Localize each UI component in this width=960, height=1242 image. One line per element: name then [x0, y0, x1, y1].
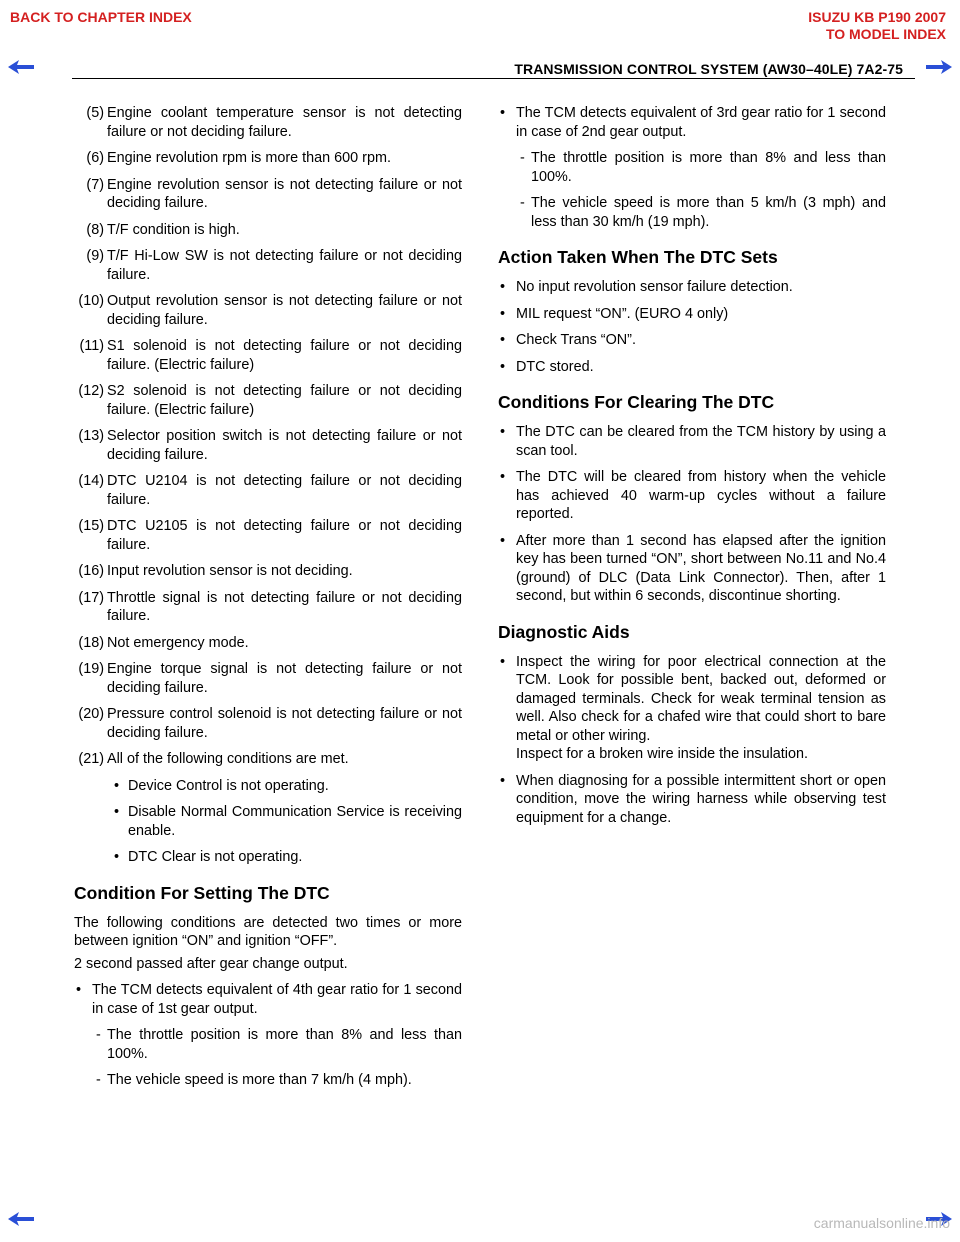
clearing-dtc-heading: Conditions For Clearing The DTC — [498, 392, 775, 412]
item-number: (15) — [78, 518, 104, 534]
continued-dash-list — [498, 149, 886, 231]
numbered-item — [74, 589, 462, 626]
numbered-conditions-list — [74, 104, 462, 769]
numbered-item — [74, 427, 462, 464]
dash-marker: - — [96, 1027, 101, 1043]
item-text: S2 solenoid is not detecting failure or not deciding failure. (Electric failure) — [107, 383, 462, 418]
item-number: (21) — [78, 751, 104, 767]
setting-dtc-heading: Condition For Setting The DTC — [74, 882, 330, 903]
item-number: (13) — [78, 428, 104, 444]
setting-paragraph-2: 2 second passed after gear change output. — [74, 955, 348, 972]
aids-bullet-1-second-line: Inspect for a broken wire inside the insulation. — [516, 746, 808, 762]
dash-item-text: The vehicle speed is more than 7 km/h (4 mph). — [107, 1072, 412, 1088]
clearing-bullet-list — [498, 423, 886, 606]
action-taken-heading: Action Taken When The DTC Sets — [498, 247, 778, 267]
dash-item — [498, 149, 886, 186]
dash-marker: - — [520, 150, 525, 166]
numbered-item — [74, 337, 462, 374]
clearing-bullet-item — [498, 532, 886, 606]
item-text: All of the following conditions are met. — [107, 751, 349, 767]
item-number: (5) — [86, 105, 104, 121]
watermark: carmanualsonline.info — [813, 1215, 950, 1231]
setting-paragraph-1: The following conditions are detected two times or more between ignition “ON” and ignition “OFF”. — [74, 914, 462, 949]
numbered-item — [74, 660, 462, 697]
item-text: Engine revolution sensor is not detecting failure or not deciding failure. — [107, 176, 462, 211]
sub-bullet-item — [74, 848, 462, 867]
bullet-marker: • — [500, 424, 506, 440]
numbered-item — [74, 221, 462, 240]
item-text: Input revolution sensor is not deciding. — [107, 563, 353, 579]
dash-item-text: The vehicle speed is more than 5 km/h (3 mph) and less than 30 km/h (19 mph). — [531, 195, 886, 230]
setting-dash-list — [74, 1026, 462, 1090]
item-text: T/F Hi-Low SW is not detecting failure or not deciding failure. — [107, 248, 462, 283]
item-text: Engine torque signal is not detecting failure or not deciding failure. — [107, 661, 462, 696]
action-bullet-item — [498, 305, 886, 324]
numbered-item — [74, 176, 462, 213]
item-number: (18) — [78, 634, 104, 651]
aids-bullet-2-text: When diagnosing for a possible intermittent short or open condition, move the wiring harness while observing test equipment for a change. — [516, 772, 886, 826]
sub-bullet-item-text: Disable Normal Communication Service is receiving enable. — [128, 804, 462, 839]
setting-bullet — [74, 981, 462, 1018]
item-number: (12) — [78, 383, 104, 399]
item-text: DTC U2105 is not detecting failure or not deciding failure. — [107, 518, 462, 553]
model-title-link[interactable]: ISUZU KB P190 2007 — [808, 9, 946, 25]
action-bullet-list — [498, 278, 886, 376]
numbered-item — [74, 705, 462, 742]
aids-bullet-1-text: Inspect the wiring for poor electrical connection at the TCM. Look for possible bent, backed out, deformed or damaged terminals. Check for weak terminal tension as well. Also check for a chafed wire that could short to bare metal or other wiring. — [516, 653, 886, 744]
action-bullet-item-text: DTC stored. — [516, 358, 594, 375]
sub-bullet-item-text: DTC Clear is not operating. — [128, 849, 303, 865]
numbered-item — [74, 247, 462, 284]
numbered-item — [74, 634, 462, 653]
numbered-item — [74, 750, 462, 769]
item-number: (11) — [79, 338, 104, 354]
continued-bullet-text: The TCM detects equivalent of 3rd gear ratio for 1 second in case of 2nd gear output. — [516, 105, 886, 140]
numbered-item — [74, 104, 462, 141]
numbered-item — [74, 472, 462, 509]
numbered-item — [74, 562, 462, 581]
item-text: Pressure control solenoid is not detecting failure or not deciding failure. — [107, 706, 462, 741]
bullet-marker: • — [500, 469, 506, 485]
model-links — [808, 9, 946, 43]
item-number: (14) — [78, 473, 104, 489]
item-text: Throttle signal is not detecting failure or not deciding failure. — [107, 589, 462, 624]
numbered-item — [74, 292, 462, 329]
to-model-index-link[interactable]: TO MODEL INDEX — [825, 26, 946, 42]
dash-item-text: The throttle position is more than 8% and less than 100%. — [107, 1027, 462, 1062]
item-text: DTC U2104 is not detecting failure or not deciding failure. — [107, 473, 462, 508]
item-number: (17) — [78, 589, 104, 606]
item-number: (7) — [86, 176, 104, 193]
dash-marker: - — [520, 195, 525, 211]
dash-item — [498, 194, 886, 231]
bullet-marker: • — [76, 982, 82, 998]
dash-item-text: The throttle position is more than 8% and less than 100%. — [531, 150, 886, 185]
sub-bullet-item — [74, 803, 462, 840]
aids-bullet-2 — [498, 772, 886, 828]
setting-bullet-text: The TCM detects equivalent of 4th gear ratio for 1 second in case of 1st gear output. — [92, 982, 462, 1017]
sub-bullet-item-text: Device Control is not operating. — [128, 777, 329, 794]
bullet-marker: • — [500, 105, 506, 121]
diagnostic-aids-heading: Diagnostic Aids — [498, 621, 630, 642]
numbered-item — [74, 382, 462, 419]
item-number: (6) — [86, 150, 104, 166]
item-text: S1 solenoid is not detecting failure or not deciding failure. (Electric failure) — [107, 338, 462, 373]
item-number: (9) — [86, 248, 104, 264]
right-column — [498, 104, 886, 835]
clearing-bullet-item — [498, 423, 886, 460]
item-text: Not emergency mode. — [107, 634, 249, 651]
aids-bullet-1 — [498, 653, 886, 764]
sub-bullet-item — [74, 777, 462, 796]
bullet-marker: • — [500, 532, 506, 549]
item-number: (16) — [78, 563, 104, 579]
action-bullet-item — [498, 331, 886, 350]
clearing-bullet-item — [498, 468, 886, 524]
item-text: Engine revolution rpm is more than 600 rpm. — [107, 150, 391, 166]
bullet-marker: • — [500, 305, 506, 322]
page-header-title: TRANSMISSION CONTROL SYSTEM (AW30–40LE) 7A2-75 — [514, 61, 903, 77]
back-to-chapter-index-link[interactable]: BACK TO CHAPTER INDEX — [10, 9, 192, 25]
bullet-marker: • — [114, 849, 120, 865]
clearing-bullet-item-text: The DTC can be cleared from the TCM history by using a scan tool. — [516, 424, 886, 459]
previous-page-arrow-icon[interactable] — [8, 60, 34, 74]
dash-item — [74, 1026, 462, 1063]
bullet-marker: • — [500, 653, 506, 670]
item-number: (10) — [78, 293, 104, 309]
bullet-marker: • — [114, 777, 120, 794]
action-bullet-item-text: No input revolution sensor failure detection. — [516, 279, 793, 295]
action-bullet-item-text: Check Trans “ON”. — [516, 332, 636, 348]
next-page-arrow-icon[interactable] — [926, 60, 952, 74]
numbered-item — [74, 149, 462, 168]
clearing-bullet-item-text: The DTC will be cleared from history when the vehicle has achieved 40 warm-up cycles without a failure reported. — [516, 469, 886, 522]
dash-marker: - — [96, 1072, 101, 1088]
header-divider — [72, 78, 915, 79]
dash-item — [74, 1071, 462, 1090]
item-number: (20) — [78, 706, 104, 722]
bullet-marker: • — [500, 772, 506, 789]
numbered-item — [74, 517, 462, 554]
item-text: Selector position switch is not detecting failure or not deciding failure. — [107, 428, 462, 463]
action-bullet-item — [498, 358, 886, 377]
bullet-marker: • — [500, 358, 506, 375]
sub-bullet-list — [74, 777, 462, 867]
item-text: T/F condition is high. — [107, 221, 240, 238]
continued-bullet — [498, 104, 886, 141]
item-number: (8) — [86, 221, 104, 238]
item-text: Engine coolant temperature sensor is not detecting failure or not deciding failure. — [107, 105, 462, 140]
bullet-marker: • — [114, 804, 120, 820]
left-column — [74, 104, 462, 1098]
previous-page-bottom-arrow-icon[interactable] — [8, 1212, 34, 1226]
bullet-marker: • — [500, 332, 506, 348]
action-bullet-item — [498, 278, 886, 297]
item-number: (19) — [78, 661, 104, 677]
action-bullet-item-text: MIL request “ON”. (EURO 4 only) — [516, 305, 729, 322]
bullet-marker: • — [500, 279, 506, 295]
item-text: Output revolution sensor is not detecting failure or not deciding failure. — [107, 293, 462, 328]
clearing-bullet-item-text: After more than 1 second has elapsed after the ignition key has been turned “ON”, short between No.11 and No.4 (ground) of DLC (Data Link Connector). Then, after 1 second, but within 6 seconds, discontinue shorting. — [516, 532, 886, 604]
